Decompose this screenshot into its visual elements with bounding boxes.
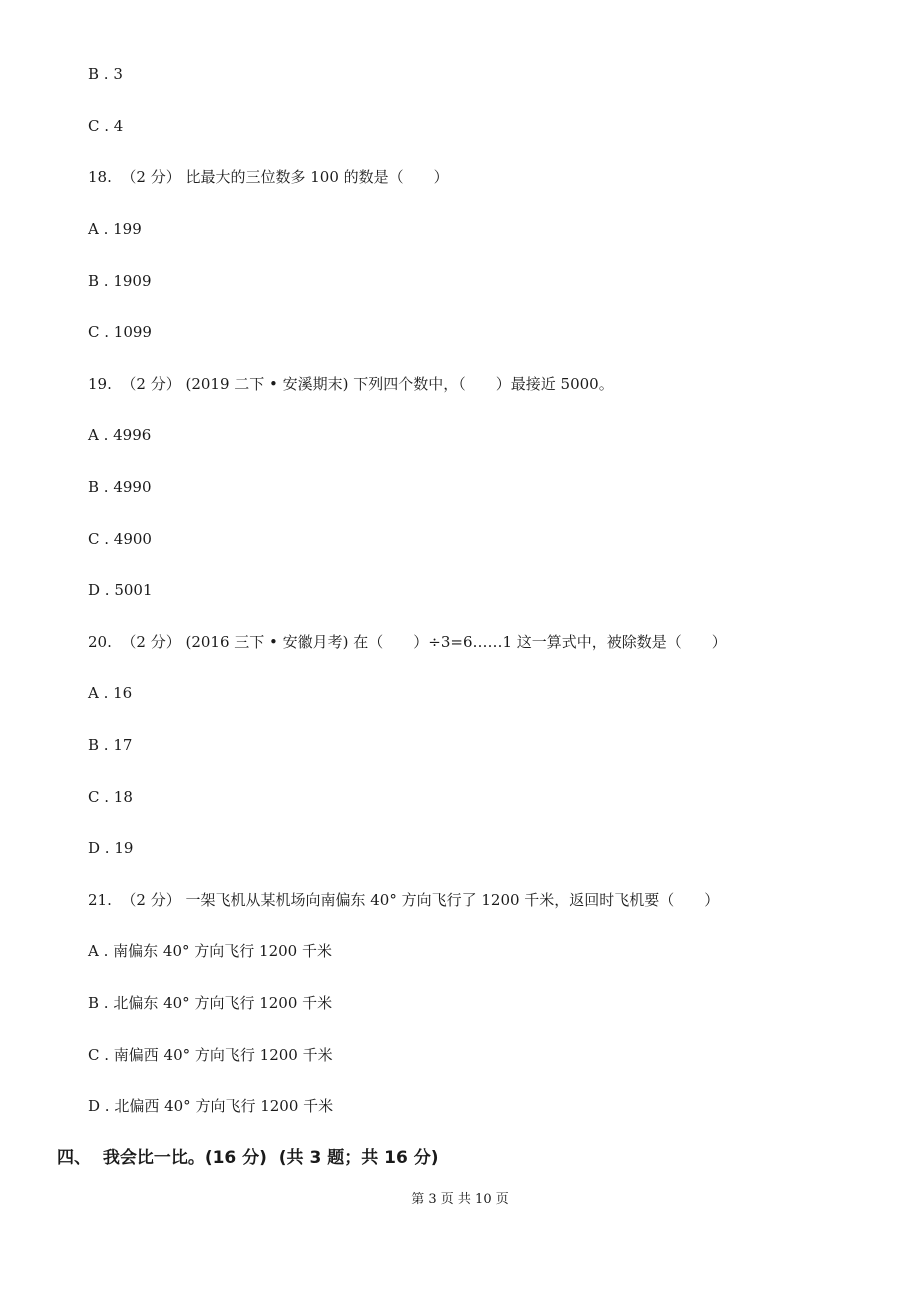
option-20-a: A . 16 [88, 684, 133, 702]
question-19: 19. （2 分） (2019 二下 • 安溪期末) 下列四个数中，（ ）最接近 5000。 [88, 375, 614, 393]
option-18-a: A . 199 [88, 220, 142, 238]
question-18: 18. （2 分） 比最大的三位数多 100 的数是（ ） [88, 168, 449, 186]
option-20-c: C . 18 [88, 788, 133, 806]
option-20-b: B . 17 [88, 736, 133, 754]
option-19-b: B . 4990 [88, 478, 152, 496]
option-17-c: C . 4 [88, 117, 124, 135]
option-19-d: D . 5001 [88, 581, 153, 599]
option-21-a: A . 南偏东 40° 方向飞行 1200 千米 [88, 942, 332, 960]
option-19-a: A . 4996 [88, 426, 152, 444]
option-18-c: C . 1099 [88, 323, 152, 341]
option-20-d: D . 19 [88, 839, 134, 857]
question-21: 21. （2 分） 一架飞机从某机场向南偏东 40° 方向飞行了 1200 千米，返回时飞机要（ ） [88, 891, 720, 909]
option-21-b: B . 北偏东 40° 方向飞行 1200 千米 [88, 994, 333, 1012]
option-18-b: B . 1909 [88, 272, 152, 290]
option-17-b: B . 3 [88, 65, 123, 83]
section-heading: 四、 我会比一比。(16 分) (共 3 题；共 16 分) [57, 1148, 439, 1168]
option-19-c: C . 4900 [88, 530, 152, 548]
page-footer: 第 3 页 共 10 页 [411, 1192, 509, 1207]
option-21-d: D . 北偏西 40° 方向飞行 1200 千米 [88, 1097, 334, 1115]
question-20: 20. （2 分） (2016 三下 • 安徽月考) 在（ ）÷3=6……1 这一算式中，被除数是（ ） [88, 633, 727, 651]
option-21-c: C . 南偏西 40° 方向飞行 1200 千米 [88, 1046, 333, 1064]
